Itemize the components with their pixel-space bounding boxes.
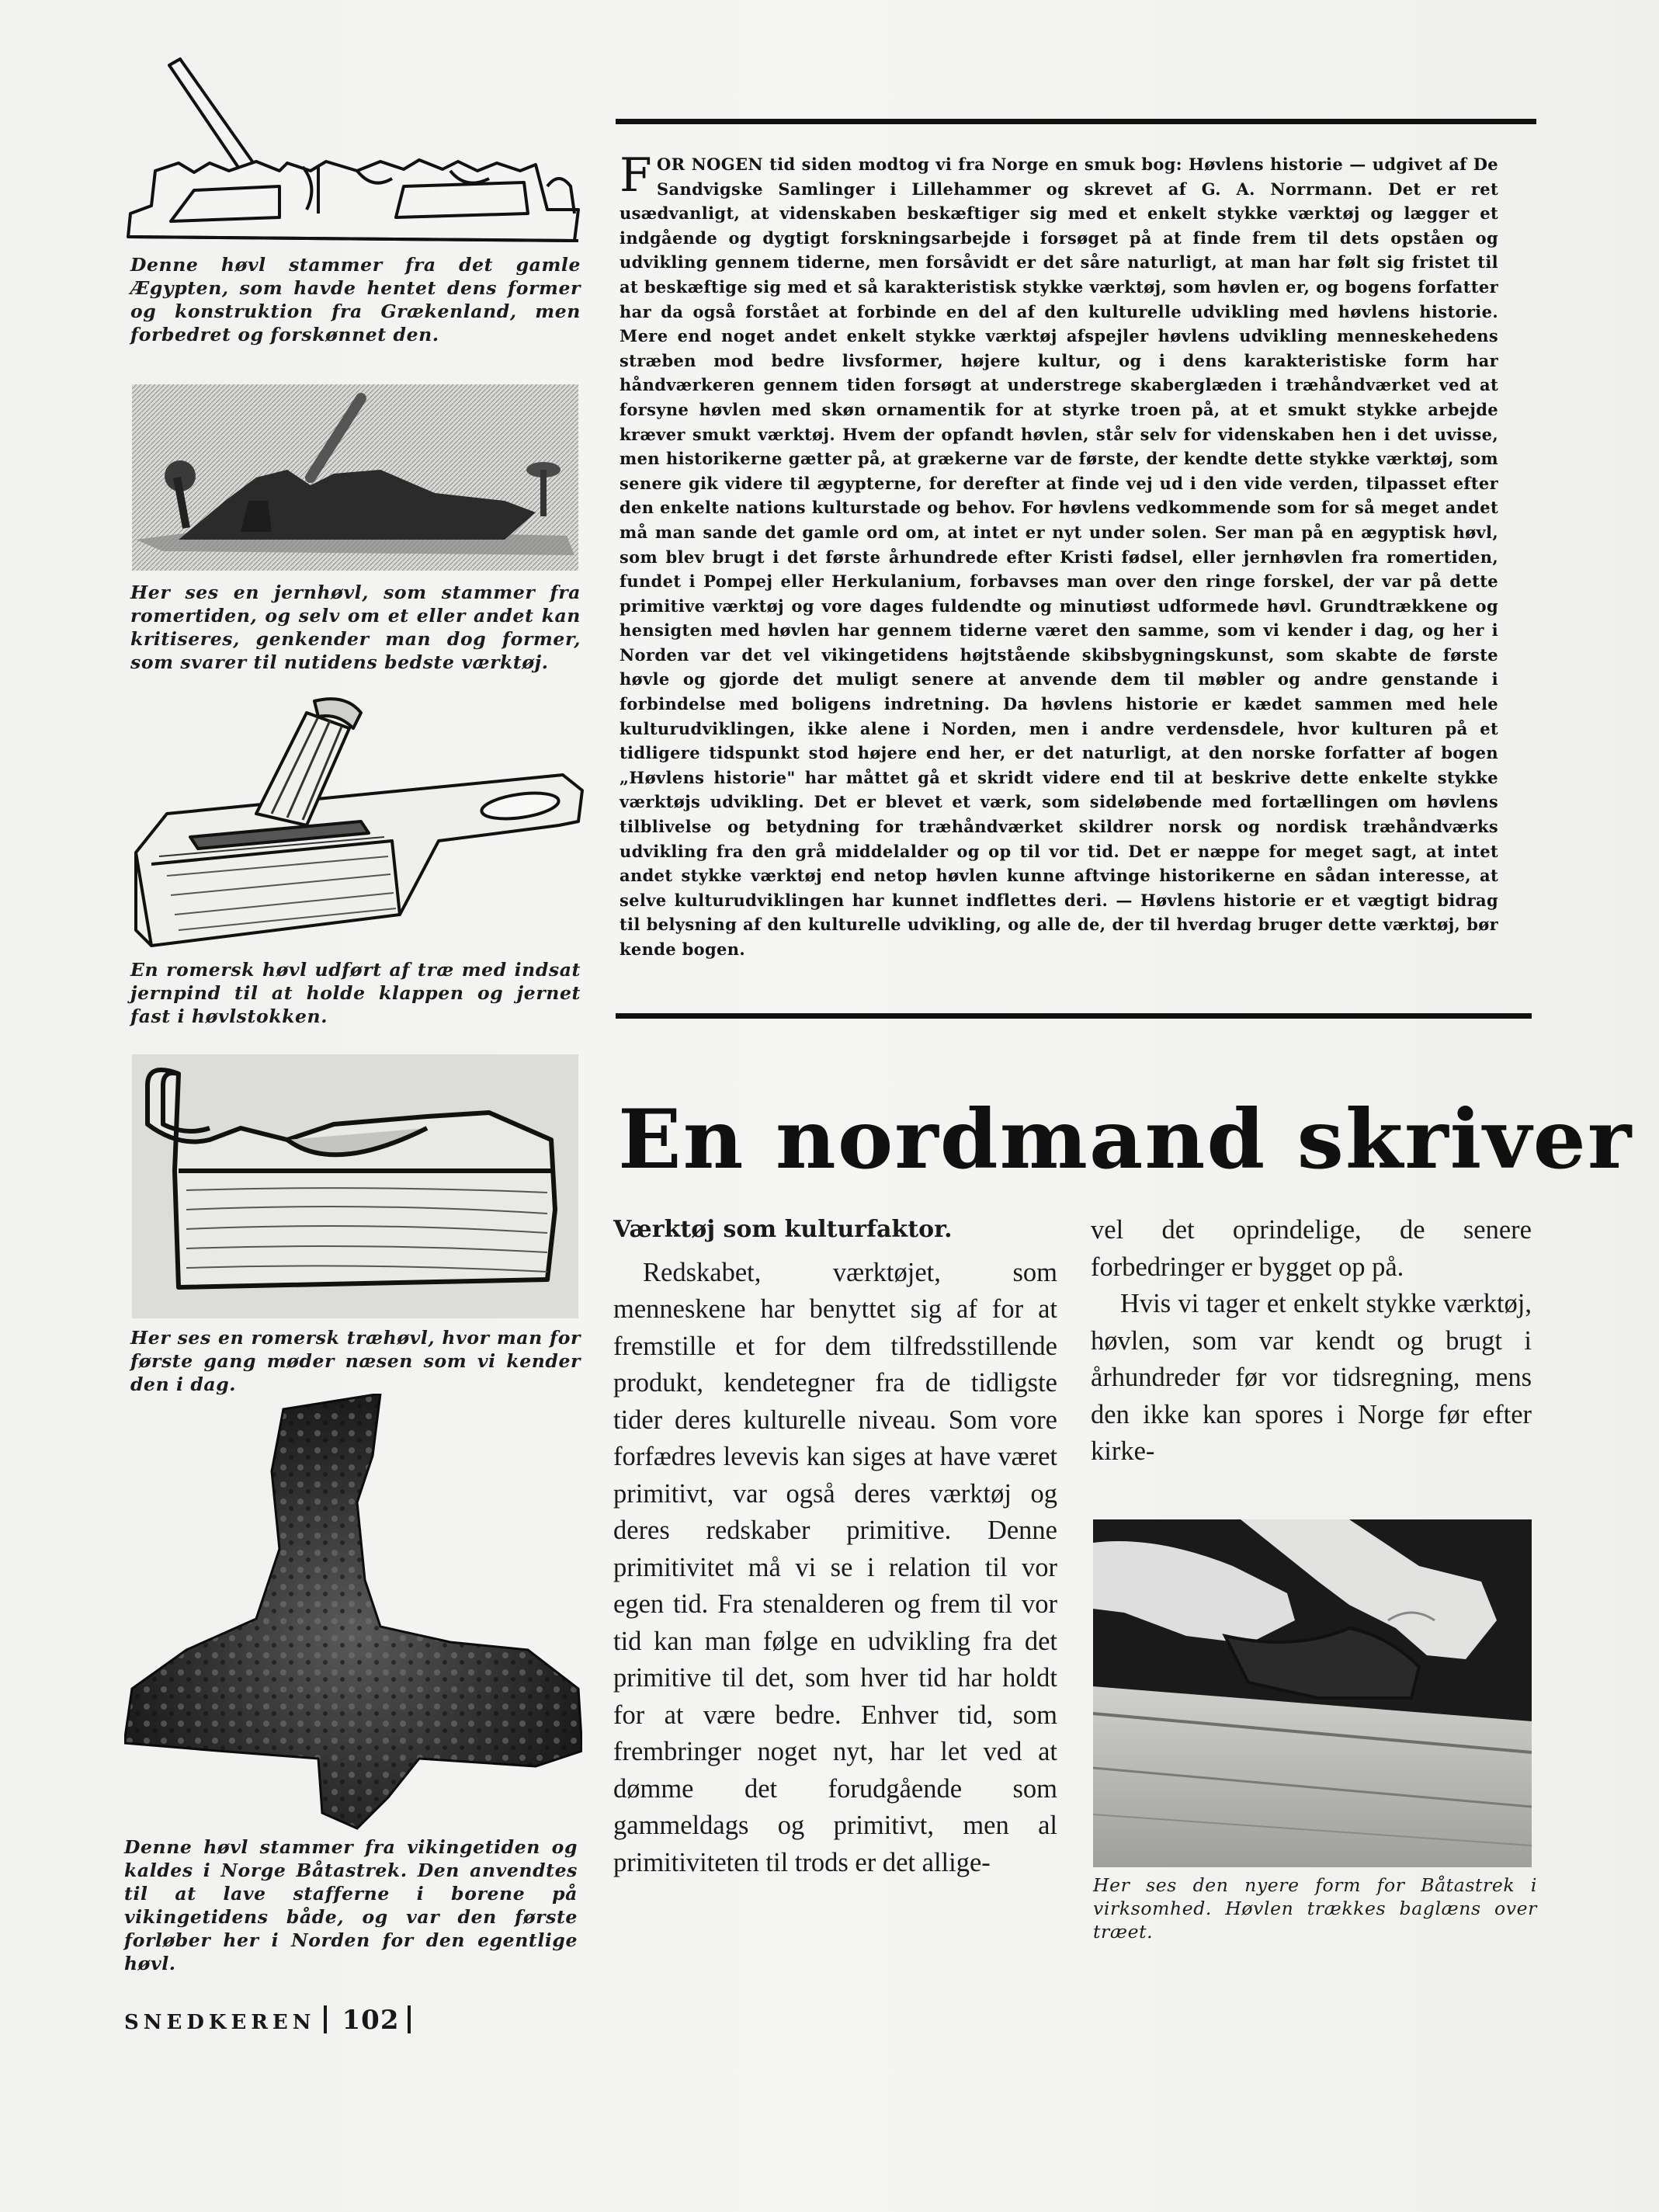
caption-iron-plane: Her ses en jernhøvl, som stammer fra romertiden, og selv om et eller andet kan kritiseres, genkender man dog former, som svarer til nutidens bedste værktøj. xyxy=(130,582,581,673)
caption-roman-nose-plane: Her ses en romersk træhøvl, hvor man for første gang møder næsen som vi kender den i dag. xyxy=(130,1327,581,1395)
article-column-2-para-2: Hvis vi tager et enkelt stykke værktøj, høvlen, som var kendt og brugt i århundreder før vor tidsregning, mens den ikke kan spores i Norge før efter kirke- xyxy=(1091,1289,1532,1466)
footer-divider xyxy=(324,2005,327,2033)
article-column-2 xyxy=(1091,1212,1532,1471)
middle-rule xyxy=(616,1013,1532,1019)
caption-batastrek-photo: Her ses den nyere form for Båtastrek i virksomhed. Høvlen trækkes baglæns over træet. xyxy=(1093,1874,1537,1943)
iron-plane-illustration xyxy=(132,384,578,571)
footer-divider-right xyxy=(408,2005,411,2033)
batastrek-in-use-photo xyxy=(1093,1519,1532,1867)
magazine-name: SNEDKEREN xyxy=(124,2011,316,2034)
article-column-2-para-1: vel det oprindelige, de senere forbedringer er bygget op på. xyxy=(1091,1215,1532,1282)
caption-viking-plane: Denne høvl stammer fra vikingetiden og kaldes i Norge Båtastrek. Den anvendtes til at lave stafferne i borene på vikingetidens både, og var den første forløber her i Norden for den egentlige høvl. xyxy=(124,1836,578,1974)
intro-text: OR NOGEN tid siden modtog vi fra Norge en smuk bog: Høvlens historie — udgivet af De Sandvigske Samlinger i Lillehammer og skrevet af G. A. Norrmann. Det er ret usædvanligt, at videnskaben beskæftiger sig med et enkelt stykke værktøj og lægger et indgående og dygtigt forskningsarbejde i forsøget på at finde frem til dets opståen og udvikling gennem tiderne, men forsåvidt er det såre naturligt, at man har følt sig fristet til at beskæftige sig med et så karakteristisk stykke værktøj, som høvlen er, og bogens forfatter har da også forstået at forbinde en del af den kulturelle udvikling med høvlens historie. Mere end noget andet enkelt stykke værktøj afspejler høvlens udvikling menneskehedens stræben mod bedre livsformer, højere kultur, og i dens karakteristiske form har håndværkeren gennem tiden forsøgt at understrege skaberglæden i træhåndværket ved at forsyne høvlen med skøn ornamentik for at styrke troen på, at et smukt stykke arbejde kræver smukt værktøj. Hvem der opfandt høvlen, står selv for videnskaben hen i det uvisse, men historikerne gætter på, at grækerne var de første, der kendte dette stykke værktøj, som senere gik videre til ægypterne, for derefter at finde vej ud i den vide verden, tilpasset efter den enkelte nations kulturstade og behov. For høvlens vedkommende som for så meget andet må man sande det gamle ord om, at intet er nyt under solen. Ser man på en ægyptisk høvl, som blev brugt i det første århundrede efter Kristi fødsel, eller jernhøvlen fra romertiden, fundet i Pompej eller Herkulanium, forbavses man over den ringe forskel, der var på dette primitive værktøj og vore dages fuldendte og minutiøst udformede høvl. Grundtrækkene og hensigten med høvlen har gennem tiderne været den samme, som vi kender i dag, og her i Norden var det vel vikingetidens højtstående skibsbygningskunst, som skabte de første høvle og gjorde det muligt senere at anvende dem til møbler og andre genstande i forbindelse med boligens indretning. Da høvlens historie er kædet sammen med hele kulturudviklingen, ikke alene i Norden, men i andre verdensdele, hvor kulturen på et tidligere tidspunkt stod højere end her, er det naturligt, at den norske forfatter af bogen „Høvlens historie" har måttet gå et skridt videre end til at beskrive dette enkelte stykke værktøjs udvikling. Det er blevet et værk, som sideløbende med fortællingen om høvlens tilblivelse og betydning for træhåndværket skildrer norsk og nordisk træhåndværks udvikling fra den grå middelalder og op til vor tid. Det er næppe for meget sagt, at intet andet stykke værktøj end netop høvlen kunne aftvinge historikerne en sådan interesse, at selve kulturudviklingen har kunnet indflettes deri. — Høvlens historie er et vægtigt bidrag til belysning af den kulturelle udvikling, og alle de, der til hverdag bruger dette værktøj, bør kende bogen. xyxy=(620,155,1498,959)
egyptian-plane-illustration xyxy=(124,54,590,245)
caption-roman-wood-plane: En romersk høvl udført af træ med indsat jernpind til at holde klappen og jernet fast i høvlstokken. xyxy=(130,959,581,1027)
page-number: 102 xyxy=(342,2005,400,2036)
roman-nose-plane-illustration xyxy=(132,1054,578,1318)
caption-egyptian-plane: Denne høvl stammer fra det gamle Ægypten, som havde hentet dens former og konstruktion fra Grækenland, men forbedret og forskønnet den. xyxy=(130,254,581,346)
article-column-1 xyxy=(613,1211,1057,1881)
roman-wood-plane-illustration xyxy=(128,697,586,953)
top-rule xyxy=(616,119,1536,124)
viking-batastrek-photo xyxy=(124,1394,582,1832)
article-subhead: Værktøj som kulturfaktor. xyxy=(613,1216,953,1243)
article-headline: En nordmand skriver xyxy=(618,1091,1633,1187)
article-column-1-text: Redskabet, værktøjet, som menneskene har benyttet sig af for at fremstille et for dem tilfredsstillende produkt, kendetegner fra de tidligste tider deres kulturelle niveau. Som vore forfædres levevis kan siges at have været primitivt, var også deres værktøj og deres redskaber primitive. Denne primitivitet må vi se i relation til vor egen tid. Fra stenalderen og frem til vor tid kan man følge en udvikling fra det primitive til det, som hver tid har holdt for at være bedre. Enhver tid, som frembringer noget nyt, har let ved at dømme det forudgående som gammeldags og primitivt, men al primitiviteten til trods er det allige- xyxy=(613,1257,1057,1877)
drop-cap: F xyxy=(620,148,652,203)
intro-paragraph xyxy=(620,148,1498,962)
page-footer xyxy=(124,2005,418,2036)
